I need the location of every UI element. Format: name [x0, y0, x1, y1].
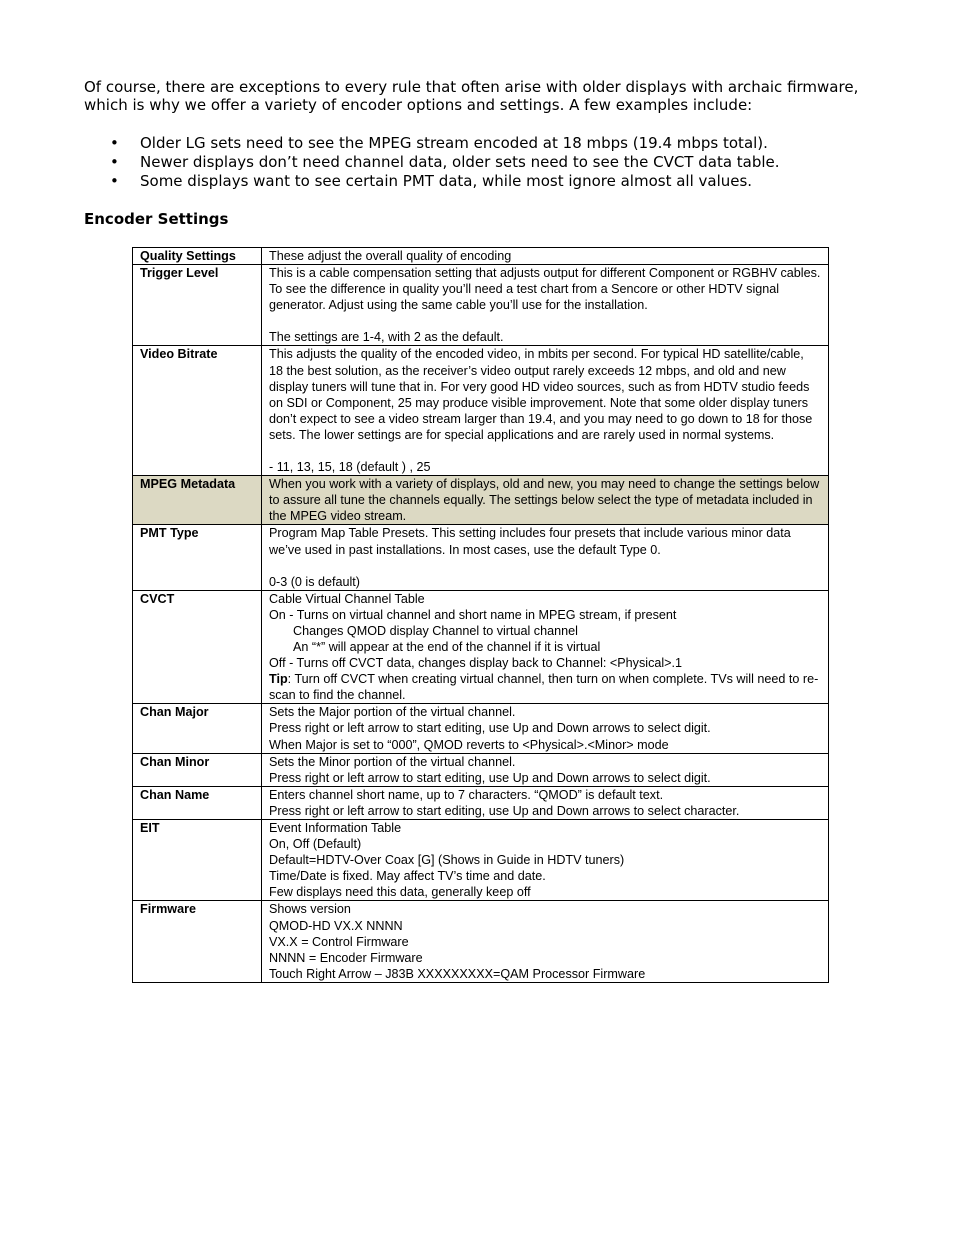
- setting-name: EIT: [133, 820, 262, 901]
- bullet-icon: •: [110, 153, 119, 171]
- setting-description: Enters channel short name, up to 7 characters. “QMOD” is default text. Press right or left arrow to start editing, use Up and Down arrows to select character.: [262, 786, 829, 819]
- table-row: [133, 786, 829, 819]
- setting-description: Event Information Table On, Off (Default) Default=HDTV-Over Coax [G] (Shows in Guide in HDTV tuners) Time/Date is fixed. May affect TV’s time and date. Few displays need this data, generally keep off: [262, 820, 829, 901]
- bullet-icon: •: [110, 172, 119, 190]
- intro-paragraph: Of course, there are exceptions to every rule that often arise with older displays with archaic firmware, which is why we offer a variety of encoder options and settings. A few examples include:: [84, 78, 859, 114]
- setting-name: PMT Type: [133, 525, 262, 590]
- table-row: [133, 525, 829, 590]
- setting-name: Video Bitrate: [133, 346, 262, 476]
- table-row: [133, 704, 829, 753]
- setting-name: Chan Minor: [133, 753, 262, 786]
- encoder-settings-table: [132, 247, 829, 983]
- setting-description: This adjusts the quality of the encoded video, in mbits per second. For typical HD satellite/cable, 18 the best solution, as the receiver’s video output rarely exceeds 12 mbps, and old and new display tuners will tune that in. For very good HD video sources, such as from HDTV studio feeds on SDI or Component, 25 may produce visible improvement. Note that some older display tuners don’t expect to see a video stream larger than 19.4, and you may need to go down to 18 for those sets. The lower settings are for special applications and are rarely used in normal systems. - 11, 13, 15, 18 (default ) , 25: [262, 346, 829, 476]
- table-row: [133, 265, 829, 346]
- list-item: • Older LG sets need to see the MPEG stream encoded at 18 mbps (19.4 mbps total).: [110, 134, 768, 152]
- list-item: • Newer displays don’t need channel data, older sets need to see the CVCT data table.: [110, 153, 780, 171]
- table-row: [133, 753, 829, 786]
- table-row: [133, 820, 829, 901]
- setting-name: CVCT: [133, 590, 262, 704]
- section-heading: Encoder Settings: [84, 210, 229, 228]
- setting-description: These adjust the overall quality of encoding: [262, 248, 829, 265]
- setting-name: Trigger Level: [133, 265, 262, 346]
- setting-description: Program Map Table Presets. This setting includes four presets that include various minor data we’ve used in past installations. In most cases, use the default Type 0. 0-3 (0 is default): [262, 525, 829, 590]
- table-row: [133, 590, 829, 704]
- setting-description: Cable Virtual Channel Table On - Turns on virtual channel and short name in MPEG stream, if present Changes QMOD display Channel to virtual channel An “*” will appear at the end of the channel if it is virtual Off - Turns off CVCT data, changes display back to Channel: <Physical>.1 Tip: Turn off CVCT when creating virtual channel, then turn on when complete. TVs will need to re-scan to find the channel.: [262, 590, 829, 704]
- table-row: [133, 901, 829, 982]
- setting-name: Chan Major: [133, 704, 262, 753]
- bullet-icon: •: [110, 134, 119, 152]
- setting-name: Chan Name: [133, 786, 262, 819]
- examples-list: [84, 134, 884, 191]
- table-row: [133, 346, 829, 476]
- setting-description: Sets the Minor portion of the virtual channel. Press right or left arrow to start editing, use Up and Down arrows to select digit.: [262, 753, 829, 786]
- list-item: • Some displays want to see certain PMT data, while most ignore almost all values.: [110, 172, 753, 190]
- setting-description: When you work with a variety of displays, old and new, you may need to change the settings below to assure all tune the channels equally. The settings below select the type of metadata included in the MPEG video stream.: [262, 476, 829, 525]
- setting-name: Firmware: [133, 901, 262, 982]
- setting-description: Shows version QMOD-HD VX.X NNNN VX.X = Control Firmware NNNN = Encoder Firmware Touch Right Arrow – J83B XXXXXXXXX=QAM Processor Firmware: [262, 901, 829, 982]
- table-row: [133, 248, 829, 265]
- setting-name: MPEG Metadata: [133, 476, 262, 525]
- table-row-highlighted: [133, 476, 829, 525]
- setting-description: Sets the Major portion of the virtual channel. Press right or left arrow to start editing, use Up and Down arrows to select digit. When Major is set to “000”, QMOD reverts to <Physical>.<Minor> mode: [262, 704, 829, 753]
- setting-name: Quality Settings: [133, 248, 262, 265]
- setting-description: This is a cable compensation setting that adjusts output for different Component or RGBHV cables. To see the difference in quality you’ll need a test chart from a Sencore or other HDTV signal generator. Adjust using the same cable you’ll use for the installation. The settings are 1-4, with 2 as the default.: [262, 265, 829, 346]
